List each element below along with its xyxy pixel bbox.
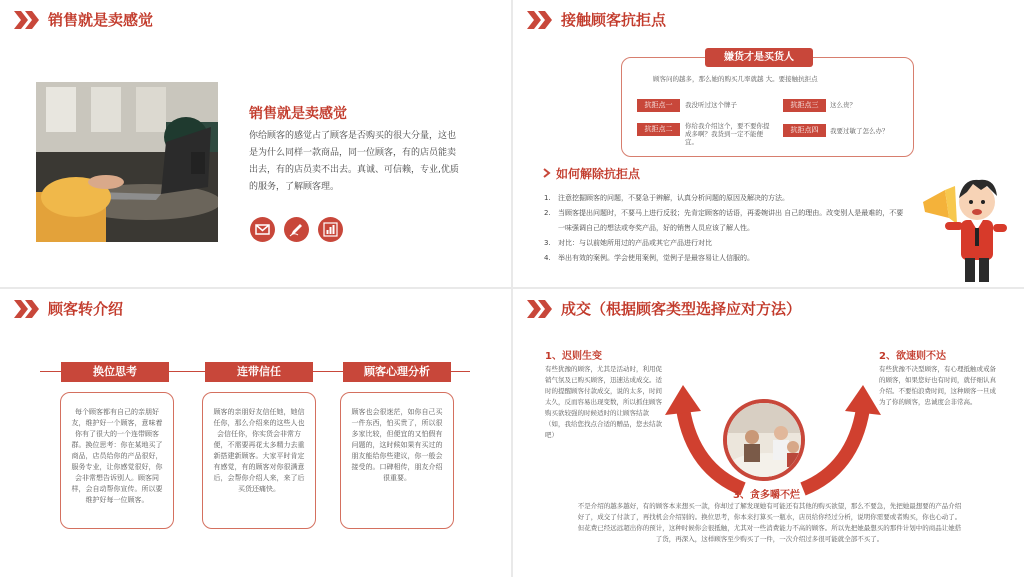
list-item: 4. 举出有效的案例。学会使用案例，觉例子是最容易让人信服的。 [544,254,754,262]
double-chevron-icon [527,300,553,318]
objection-label: 抗拒点三 [783,99,826,112]
point-text: 有些犹豫不决型顾客，有心理抵触或戒备的顾客，如果您好也有时间，就仔细认真介绍。不要怕浪费时间，这种顾客一旦成为了你的顾客，忠诚度会非常高。 [879,365,996,406]
slide-title: 顾客转介绍 [48,300,124,318]
point-heading: 1、迟则生变 [545,351,602,362]
objection-text: 我没听过这个牌子 [685,101,737,109]
chart-icon [318,217,343,242]
point-text: 有些犹豫的顾客，尤其是活动时，利用促销气氛及已购买顾客，迅速达成成交。适时的提醒顾客付款成交，说的太多，时间太久，反而容易出现变数，所以抓住顾客购买欲较强的时候适时的让顾客结款（如，我给您找点合适的赠品，您去结款吧） [545,365,662,439]
objection-text: 这么贵？ [830,101,856,109]
double-chevron-icon [14,11,40,29]
objection-label: 抗拒点四 [783,124,826,137]
objection-text: 我要过敏了怎么办？ [830,127,889,135]
objection-label: 抗拒点二 [637,123,680,136]
subheading: 如何解除抗拒点 [556,167,641,181]
slide-2[interactable] [513,0,1024,287]
column-header: 换位思考 [61,362,169,382]
mail-icon [250,217,275,242]
objections-tag: 嫌货才是买货人 [705,48,813,67]
objection-label: 抗拒点一 [637,99,680,112]
slide-4[interactable] [513,289,1024,577]
laptop-photo [36,82,218,242]
objection-text: 你给我介绍这个，要不要你提成多啊？我货到一定不能便宜。 [685,122,770,146]
list-item: 3. 对比：与以前她所用过的产品或其它产品进行对比 [544,239,712,247]
column-text: 每个顾客都有自己的亲朋好友，维护好一个顾客，意味着你有了很大的一个连带顾客群。换位思考：你在某地买了商品，店员给你的产品很好，服务专业，让你感觉很好，你会非常想告诉别人。顾客同样，会自动帮你宣传。所以要维护好每一位顾客。 [60,392,174,529]
point-heading: 2、欲速则不达 [879,351,946,362]
list-item: 1. 注意挖掘顾客的问题，不要急于辨解，认真分析问题的原因及解决的方法。 [544,194,789,202]
section-body: 你给顾客的感觉占了顾客是否购买的很大分量，这也是为什么同样一款商品，同一位顾客，有的店员能卖出去，有的店员卖不出去。真诚、可信赖，专业,优质的服务，了解顾客理。 [249,131,459,192]
column-header: 连带信任 [205,362,313,382]
section-heading: 销售就是卖感觉 [249,106,347,122]
slide-3[interactable] [0,289,511,577]
arrow-right-icon [543,168,552,178]
slide-title: 成交（根据顾客类型选择应对方法） [561,300,802,318]
slide-1[interactable] [0,0,511,287]
meeting-photo [723,399,805,481]
list-item: 2. 当顾客提出问题时，不要马上进行反驳；先肯定顾客的话语，再委婉讲出 自己的理由。改变别人是最难的，不要一味强调自己的想法或夸奖产品，好的销售人员应该了解人性。 [544,209,904,232]
pen-icon [284,217,309,242]
tips-list [544,191,909,266]
slide-title: 接触顾客抗拒点 [561,11,667,29]
megaphone-man-illustration [915,172,1015,284]
double-chevron-icon [527,11,553,29]
double-chevron-icon [14,300,40,318]
point-text: 不是介绍的越多越好，有的顾客本来想买一款，你却过了解发现她有可能还有其他的购买欲望，那么不要急，先把她最想要的产品介绍好了，成交了付款了，再找机会介绍别的。换位思考，你本来打算买一瓶水，店员给你经过分析，说明你需要或者购买，你也心动了。但花费已经远远超出你的预计，这种时候你会很抵触，尤其对一些消费能力不高的顾客。所以先把她最想买的那件计划中的商品让她搭了货，再深入，这样顾客至少购买了一件，一次介绍过多很可能就全部不买了。 [577,502,962,543]
slide-title: 销售就是卖感觉 [48,11,154,29]
column-header: 顾客心理分析 [343,362,451,382]
column-text: 顾客的亲朋好友信任她，她信任你，那么介绍来的这些人也会信任你，你实货会非常方便，不需要再花太多精力去重新搭建新顾客。大家平时肯定有感觉，有的顾客对你很满意后，会帮你介绍人来，来了后买货还痛快。 [202,392,316,529]
point-heading: 3、贪多嚼不烂 [733,490,800,501]
column-text: 顾客也会很迷茫，如你自己买一件东西，怕买贵了，所以很多家比较，但便宜的又怕假有问题的，这时候如果有买过的朋友能给你些建议，你一般会接受的。口碑相传，朋友介绍很重要。 [340,392,454,529]
objections-lead: 顾客问的越多，那么她的购买几率就越 大。要接触抗拒点 [653,75,818,83]
